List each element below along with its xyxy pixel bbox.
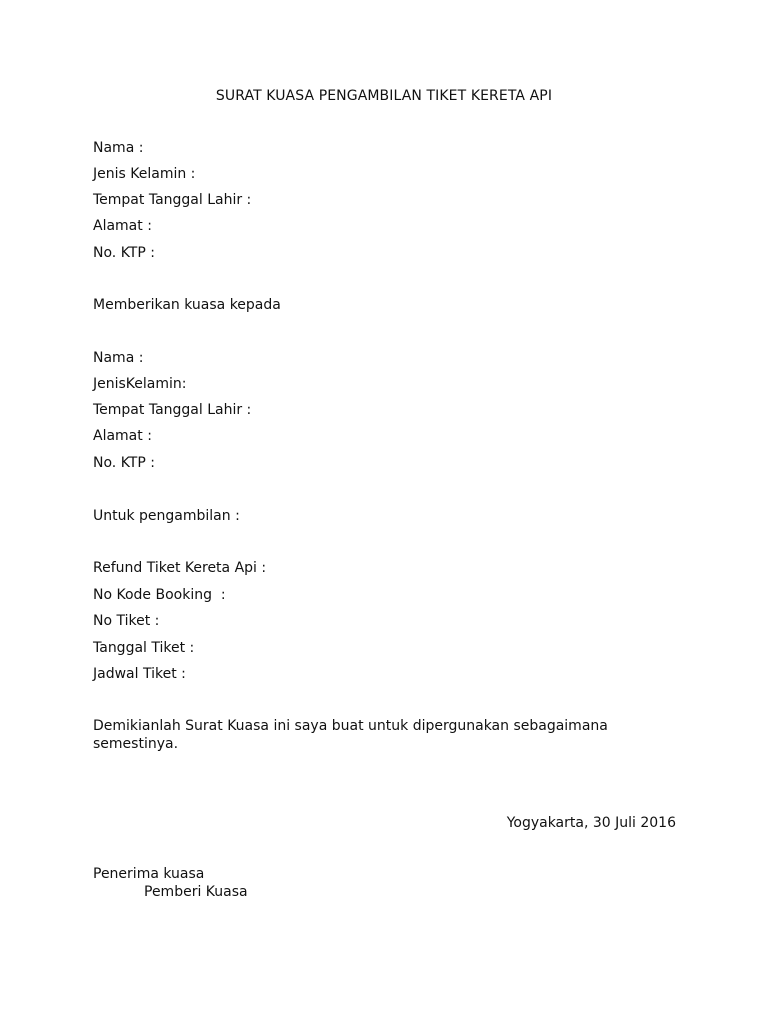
penerima-nama-label: Nama : [93,350,144,366]
kode-booking-label: No Kode Booking : [93,587,226,603]
document-title: SURAT KUASA PENGAMBILAN TIKET KERETA API [215,88,553,104]
penerima-ktp-label: No. KTP : [93,455,155,471]
refund-tiket-label: Refund Tiket Kereta Api : [93,560,267,576]
signature-penerima-label: Penerima kuasa [93,866,205,882]
pemberi-ktp-label: No. KTP : [93,245,155,261]
pemberi-ttl-label: Tempat Tanggal Lahir : [93,192,252,208]
penerima-alamat-label: Alamat : [93,428,152,444]
tanggal-tiket-label: Tanggal Tiket : [93,640,195,656]
pemberi-jenis-kelamin-label: Jenis Kelamin : [93,166,196,182]
untuk-pengambilan-text: Untuk pengambilan : [93,508,240,524]
pemberi-alamat-label: Alamat : [93,218,152,234]
place-date: Yogyakarta, 30 Juli 2016 [506,815,676,831]
pemberi-nama-label: Nama : [93,140,144,156]
penerima-jenis-kelamin-label: JenisKelamin: [93,376,187,392]
penerima-ttl-label: Tempat Tanggal Lahir : [93,402,252,418]
no-tiket-label: No Tiket : [93,613,160,629]
jadwal-tiket-label: Jadwal Tiket : [93,666,186,682]
memberikan-kuasa-text: Memberikan kuasa kepada [93,297,281,313]
signature-pemberi-label: Pemberi Kuasa [144,884,248,900]
closing-paragraph: Demikianlah Surat Kuasa ini saya buat untuk dipergunakan sebagaimana semestinya. [93,718,608,752]
